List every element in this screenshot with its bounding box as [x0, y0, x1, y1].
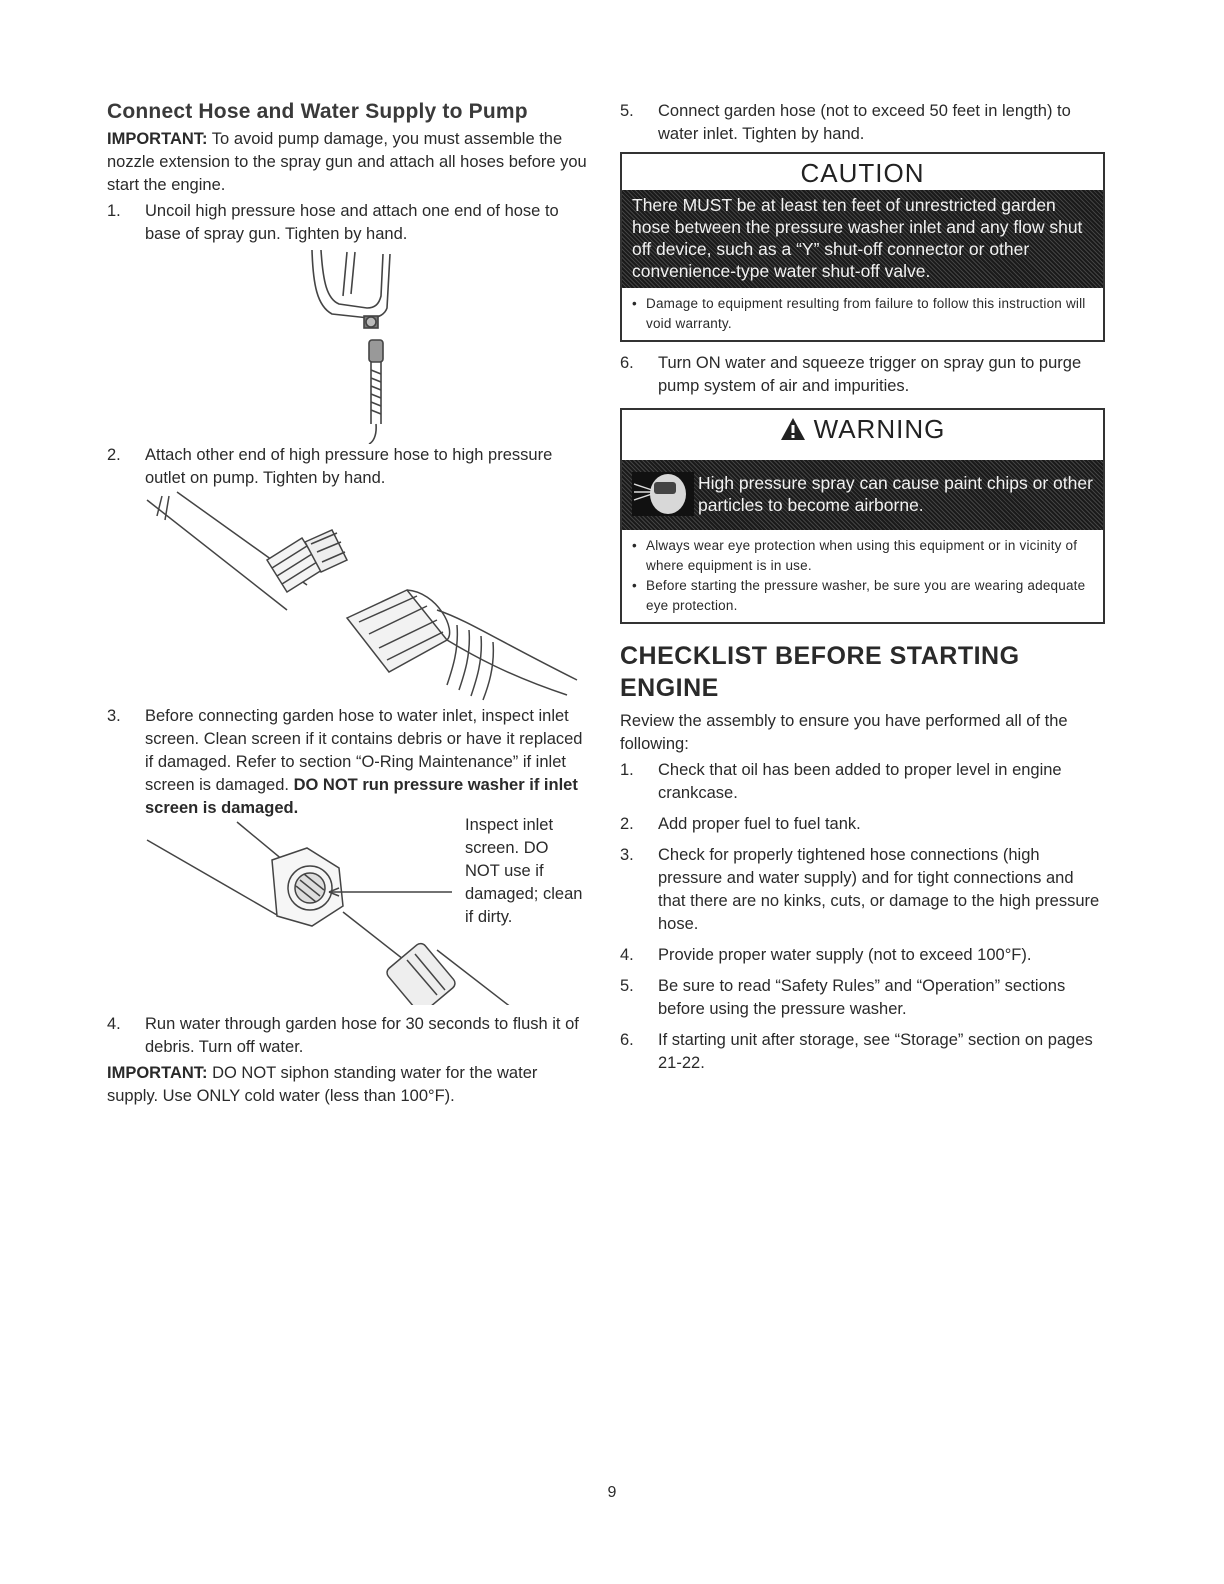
caution-title: CAUTION: [800, 158, 925, 188]
list-item: [107, 705, 587, 820]
step-number: 1.: [107, 202, 121, 220]
step-number: 6.: [620, 1031, 634, 1049]
warning-title-row: [622, 410, 1103, 446]
step-text: Attach other end of high pressure hose to high pressure outlet on pump. Tighten by hand.: [145, 446, 553, 487]
important-text: To avoid pump damage, you must assemble the nozzle extension to the spray gun and attach all hoses before you start the engine.: [107, 130, 587, 194]
step-number: 3.: [620, 846, 634, 864]
step-warning-bold: DO NOT run pressure washer if inlet screen is damaged.: [145, 776, 578, 817]
important-note: [107, 128, 587, 197]
list-item: [620, 100, 1105, 146]
connect-steps-list-4: [107, 1013, 587, 1059]
step-number: 5.: [620, 977, 634, 995]
warning-band: [622, 460, 1103, 530]
list-item: [620, 759, 1105, 805]
step-number: 1.: [620, 761, 634, 779]
step-number: 2.: [620, 815, 634, 833]
right-column: [620, 100, 1105, 1075]
inlet-screen-figure: [107, 816, 587, 1005]
warning-box: [620, 408, 1105, 624]
warning-band-text: High pressure spray can cause paint chips or other particles to become airborne.: [698, 473, 1093, 515]
warning-note: • Always wear eye protection when using this equipment or in vicinity of where equipment is in use.: [630, 536, 1095, 576]
list-item: [620, 944, 1105, 967]
step-number: 4.: [620, 946, 634, 964]
connect-steps-list-5: [620, 100, 1105, 146]
step-text: Turn ON water and squeeze trigger on spray gun to purge pump system of air and impurities.: [658, 354, 1082, 395]
warning-title: WARNING: [813, 414, 946, 444]
list-item: [620, 1029, 1105, 1075]
important-text: DO NOT siphon standing water for the water supply. Use ONLY cold water (less than 100°F).: [107, 1064, 538, 1105]
step-text: Before connecting garden hose to water inlet, inspect inlet screen. Clean screen if it contains debris or have it replaced if damaged. Refer to section “O-Ring Maintenance” if inlet screen is damaged.: [145, 707, 583, 794]
connect-steps-list-6: [620, 352, 1105, 398]
step-text: Connect garden hose (not to exceed 50 feet in length) to water inlet. Tighten by hand.: [658, 102, 1071, 143]
list-item: [620, 813, 1105, 836]
important-label: IMPORTANT:: [107, 1064, 208, 1082]
checklist-list: [620, 759, 1105, 1075]
caution-box: [620, 152, 1105, 342]
caution-band: There MUST be at least ten feet of unrestricted garden hose between the pressure washer inlet and any flow shut off device, such as a “Y” shut-off connector or other convenience-type water shut-off valve.: [622, 190, 1103, 288]
page-number: 9: [607, 1484, 617, 1501]
step-text: Check for properly tightened hose connections (high pressure and water supply) and for tight connections and that there are no kinks, cuts, or damage to the high pressure hose.: [658, 846, 1100, 933]
step-text: Provide proper water supply (not to exceed 100°F).: [658, 946, 1032, 964]
list-item: [107, 1013, 587, 1059]
spray-gun-hose-illustration: [107, 244, 587, 444]
list-item: [620, 844, 1105, 936]
important-label: IMPORTANT:: [107, 130, 208, 148]
list-item: [620, 975, 1105, 1021]
step-text: Check that oil has been added to proper level in engine crankcase.: [658, 761, 1062, 802]
checklist-intro: Review the assembly to ensure you have performed all of the following:: [620, 712, 1068, 753]
connect-steps-list: [107, 200, 587, 246]
caution-note: • Damage to equipment resulting from failure to follow this instruction will void warranty.: [630, 294, 1095, 334]
important-note-2: [107, 1062, 587, 1108]
left-column: [107, 100, 587, 1108]
step-number: 2.: [107, 446, 121, 464]
connect-steps-list-3: [107, 705, 587, 820]
inlet-screen-callout: Inspect inlet screen. DO NOT use if damaged; clean if dirty.: [465, 816, 583, 926]
eye-protection-icon: [628, 466, 698, 522]
checklist-heading: CHECKLIST BEFORE STARTING ENGINE: [620, 642, 1020, 702]
step-number: 6.: [620, 354, 634, 372]
list-item: [107, 200, 587, 246]
step-text: Run water through garden hose for 30 seconds to flush it of debris. Turn off water.: [145, 1015, 579, 1056]
warning-notes: [622, 530, 1103, 622]
step-number: 3.: [107, 707, 121, 725]
pump-outlet-hose-illustration: [107, 490, 587, 705]
step-text: Add proper fuel to fuel tank.: [658, 815, 861, 833]
caution-notes: [622, 288, 1103, 340]
step-text: Be sure to read “Safety Rules” and “Operation” sections before using the pressure washer.: [658, 977, 1066, 1018]
warning-note: • Before starting the pressure washer, be sure you are wearing adequate eye protection.: [630, 576, 1095, 616]
step-number: 5.: [620, 102, 634, 120]
step-text: If starting unit after storage, see “Storage” section on pages 21-22.: [658, 1031, 1093, 1072]
list-item: [107, 444, 587, 490]
warning-triangle-icon: [780, 417, 806, 441]
list-item: [620, 352, 1105, 398]
step-number: 4.: [107, 1015, 121, 1033]
step-text: Uncoil high pressure hose and attach one end of hose to base of spray gun. Tighten by hand.: [145, 202, 559, 243]
section-heading-connect-hose: Connect Hose and Water Supply to Pump: [107, 100, 528, 123]
connect-steps-list-2: [107, 444, 587, 490]
